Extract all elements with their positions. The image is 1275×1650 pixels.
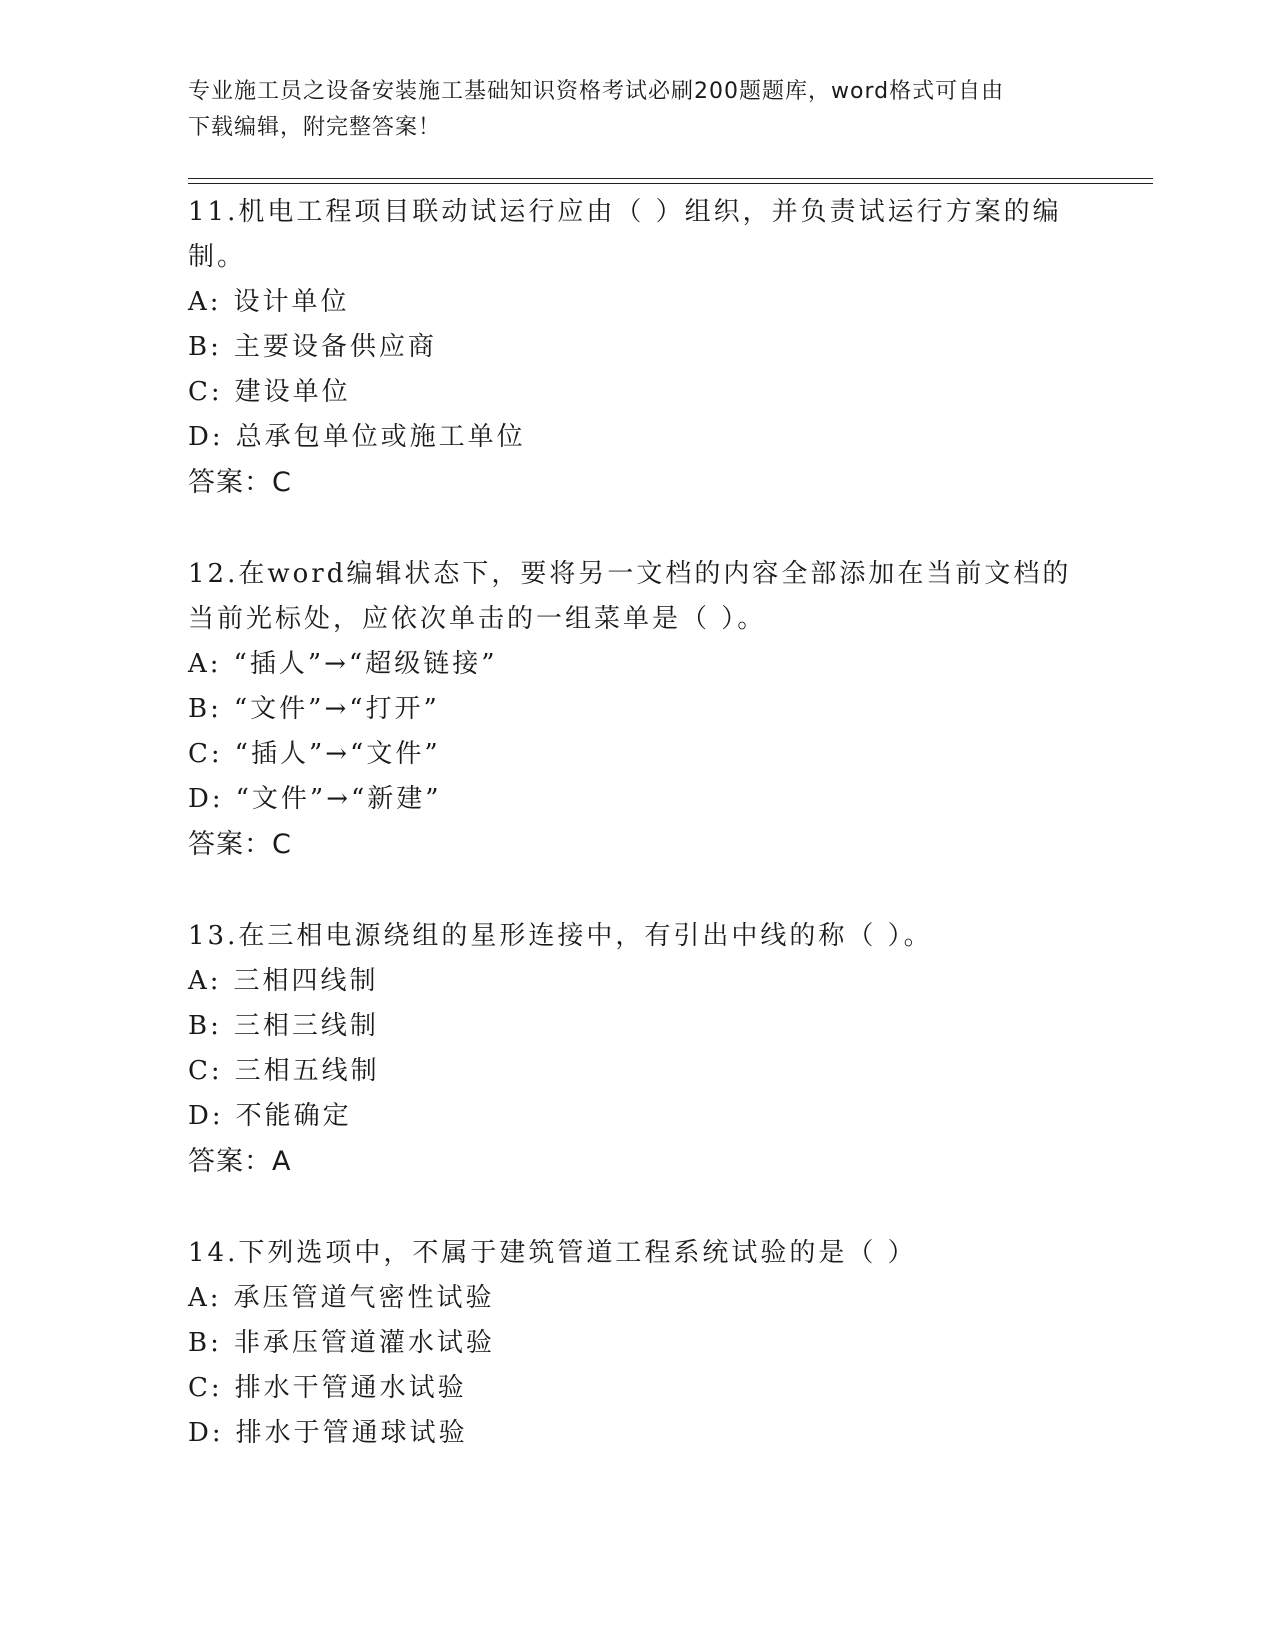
option-text: “文件”→“打开” [233, 694, 440, 724]
option-text: 排水于管通球试验 [235, 1418, 468, 1448]
option-d [188, 415, 1088, 460]
option-key: A: [188, 649, 222, 679]
option-b [188, 325, 1088, 370]
option-key: D: [188, 1418, 224, 1448]
option-list [188, 1276, 1088, 1456]
option-list [188, 642, 1088, 822]
question-number: 13. [188, 921, 239, 951]
answer-line: 答案：C [188, 829, 292, 860]
option-d [188, 1094, 1088, 1139]
option-key: A: [188, 287, 222, 317]
header-divider-top [188, 178, 1153, 179]
option-key: D: [188, 784, 224, 814]
option-key: C: [188, 1056, 223, 1086]
question-stem [188, 1231, 1088, 1276]
question-number: 11. [188, 197, 239, 227]
option-key: B: [188, 1011, 222, 1041]
option-b [188, 687, 1088, 732]
question-number: 12. [188, 559, 239, 589]
option-key: C: [188, 1373, 223, 1403]
option-c [188, 1366, 1088, 1411]
option-b [188, 1321, 1088, 1366]
option-d [188, 1411, 1088, 1456]
option-text: 设计单位 [233, 287, 350, 317]
option-b [188, 1004, 1088, 1049]
option-key: D: [188, 422, 224, 452]
question-12 [188, 552, 1088, 867]
option-text: 三相五线制 [234, 1056, 380, 1086]
option-text: 不能确定 [235, 1101, 352, 1131]
option-key: A: [188, 1283, 222, 1313]
question-13 [188, 914, 1088, 1184]
question-stem [188, 914, 1088, 959]
option-list [188, 280, 1088, 460]
option-key: D: [188, 1101, 224, 1131]
answer-line: 答案：A [188, 1146, 292, 1177]
option-text: 承压管道气密性试验 [233, 1283, 495, 1313]
option-text: 三相三线制 [233, 1011, 379, 1041]
option-a [188, 642, 1088, 687]
option-text: “插人”→“超级链接” [233, 649, 498, 679]
option-text: 主要设备供应商 [233, 332, 437, 362]
option-text: “文件”→“新建” [235, 784, 442, 814]
option-key: C: [188, 739, 223, 769]
header-title-line1: 专业施工员之设备安装施工基础知识资格考试必刷200题题库，word格式可自由 [188, 79, 1005, 104]
option-text: 总承包单位或施工单位 [235, 422, 526, 452]
question-text: 在三相电源绕组的星形连接中，有引出中线的称（ ）。 [238, 921, 933, 951]
option-d [188, 777, 1088, 822]
question-11 [188, 190, 1088, 505]
option-key: B: [188, 1328, 222, 1358]
option-key: B: [188, 694, 222, 724]
option-list [188, 959, 1088, 1139]
answer-line: 答案：C [188, 467, 292, 498]
option-text: 三相四线制 [233, 966, 379, 996]
option-a [188, 280, 1088, 325]
option-key: A: [188, 966, 222, 996]
question-number: 14. [188, 1238, 239, 1268]
option-a [188, 959, 1088, 1004]
option-key: C: [188, 377, 223, 407]
option-text: “插人”→“文件” [234, 739, 441, 769]
header-divider-bottom [188, 183, 1153, 184]
question-stem [188, 190, 1088, 280]
question-stem [188, 552, 1088, 642]
option-text: 排水干管通水试验 [234, 1373, 467, 1403]
option-c [188, 370, 1088, 415]
question-list [188, 190, 1088, 1503]
document-header [188, 74, 1068, 146]
question-text: 机电工程项目联动试运行应由（ ）组织，并负责试运行方案的编制。 [188, 197, 1062, 272]
option-a [188, 1276, 1088, 1321]
question-text: 在word编辑状态下，要将另一文档的内容全部添加在当前文档的当前光标处，应依次单击的一组菜单是（ ）。 [188, 559, 1072, 634]
question-text: 下列选项中，不属于建筑管道工程系统试验的是（ ） [238, 1238, 917, 1268]
option-key: B: [188, 332, 222, 362]
option-text: 建设单位 [234, 377, 351, 407]
question-14 [188, 1231, 1088, 1456]
header-title-line2: 下载编辑，附完整答案！ [188, 115, 442, 140]
option-c [188, 732, 1088, 777]
option-c [188, 1049, 1088, 1094]
option-text: 非承压管道灌水试验 [233, 1328, 495, 1358]
